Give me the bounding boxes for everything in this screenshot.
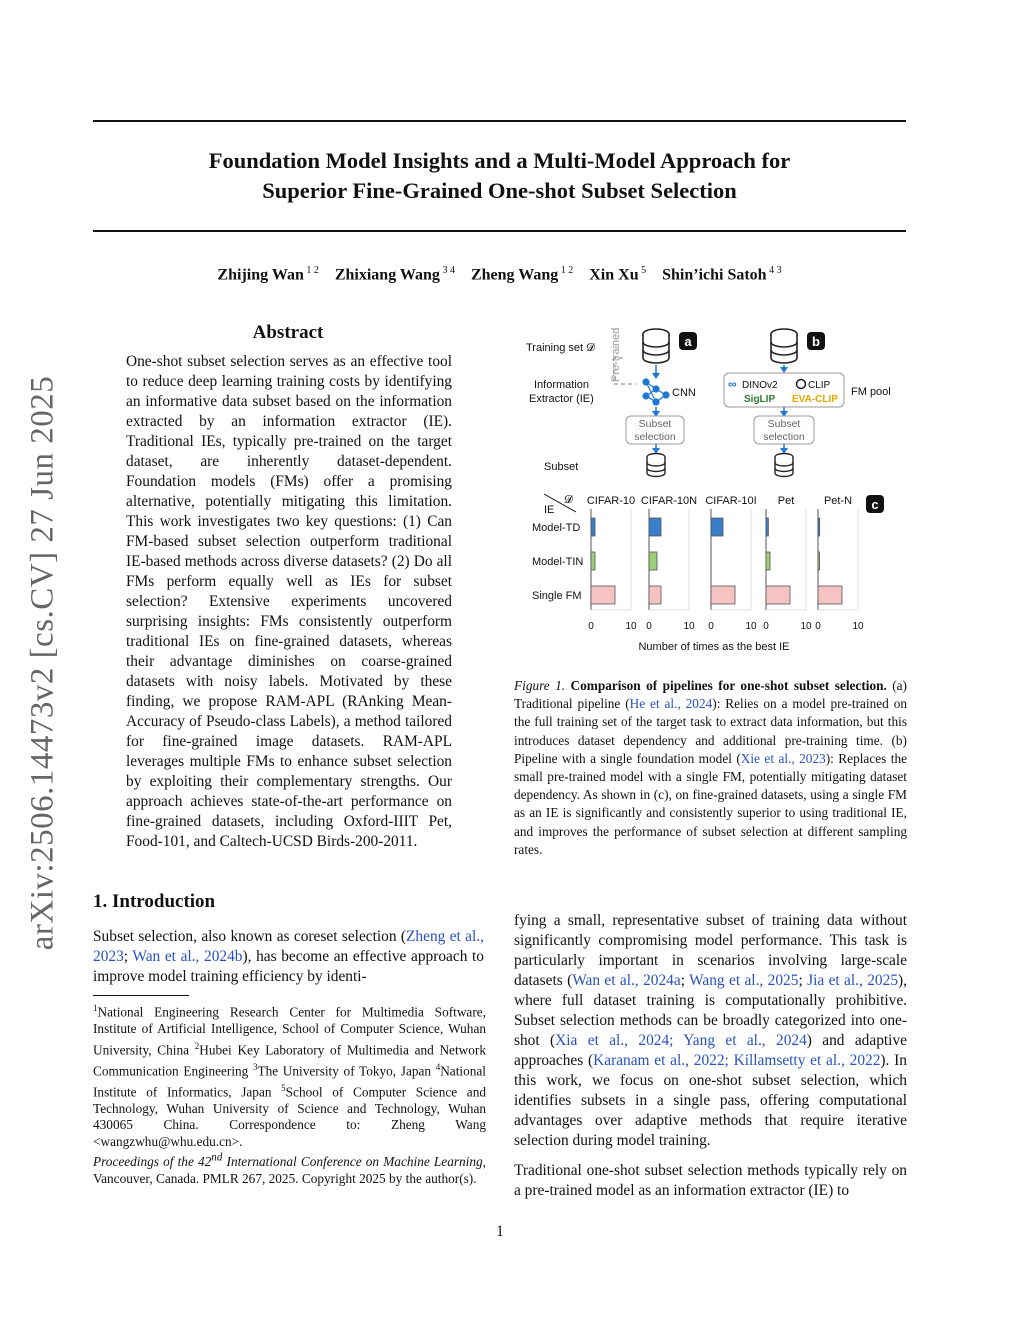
- tick-label: 0: [763, 621, 769, 632]
- bar-single-fm: [766, 586, 790, 604]
- bar-model-tin: [591, 552, 595, 570]
- svg-text:a: a: [684, 334, 692, 349]
- row-label: Model-TD: [532, 522, 581, 534]
- bar-single-fm: [711, 586, 735, 604]
- citation-link[interactable]: Zheng et al., 2023: [93, 928, 484, 965]
- tick-label: 10: [800, 621, 812, 632]
- figure-1: [514, 322, 914, 662]
- author-affiliation: 1 2: [303, 265, 319, 276]
- tick-label: 10: [745, 621, 757, 632]
- svg-text:Subset: Subset: [767, 418, 801, 430]
- corner-d: 𝓓: [564, 494, 573, 506]
- affiliation-footnote: $^1$National Engineering Research Center for Multimedia Software, Institute of Artificial Intelligence, School of Computer Science, Wuhan University, China $^2$Hubei Key Laboratory of Multimedia and Network Communication Engineering $^3$The University of Tokyo, Japan $^4$National Institute of Informatics, Japan $^5$School of Computer Science and Technology, Wuhan University of Science and Technology, Wuhan 430065 China. Correspondence to: Zheng Wang <wangzwhu@whu.edu.cn>.: [93, 1003, 486, 1149]
- bar-single-fm: [818, 586, 842, 604]
- fm-pool-label: FM pool: [851, 386, 891, 398]
- author-list: [93, 265, 906, 284]
- page-number: 1: [496, 1223, 504, 1240]
- svg-text:selection: selection: [763, 431, 805, 443]
- tick-label: 10: [683, 621, 695, 632]
- fm-dinov2: DINOv2: [742, 380, 778, 391]
- author-name: Zhijing Wan: [217, 266, 304, 284]
- fm-siglip: SigLIP: [744, 394, 776, 405]
- svg-text:c: c: [871, 497, 879, 512]
- top-rule-2: [93, 230, 906, 232]
- citation-link[interactable]: He et al., 2024: [629, 696, 713, 712]
- dataset-label: CIFAR-10I: [705, 495, 757, 507]
- author-affiliation: 4 3: [766, 265, 782, 276]
- info-extractor-label-1: Information: [534, 379, 590, 391]
- bar-model-tin: [766, 552, 770, 570]
- intro-paragraph-continued: fying a small, representative subset of training data without significantly compromising model performance. This task is particularly important in scenarios involving large-scale datasets (Wan et al., 2024a; Wang et al., 2025; Jia et al., 2025), where full dataset training is computationally prohibitive. Subset selection methods can be broadly categorized into one-shot (Xia et al., 2024; Yang et al., 2024) and adaptive approaches (Karanam et al., 2022; Killamsetty et al., 2022). In this work, we focus on one-shot subset selection, which identifies subsets in a single pass, offering computational advantages over adaptive methods that require iterative selection during model training.: [514, 912, 907, 1149]
- figure-caption: Figure 1. Comparison of pipelines for one-shot subset selection. (a) Traditional pipeline (He et al., 2024): Relies on a model pre-trained on the full training set of the target task to extract data information, but this introduces dataset dependency and additional pre-training time. (b) Pipeline with a single foundation model (Xie et al., 2023): Replaces the small pre-trained model with a single FM, potentially mitigating dataset dependency. As shown in (c), on fine-grained datasets, using a single FM as an IE is significantly and consistently superior to using traditional IE, and improves the performance of subset selection at different sampling rates.: [514, 678, 907, 857]
- bar-model-tin: [818, 552, 820, 570]
- citation-link[interactable]: Jia et al., 2025: [807, 972, 899, 989]
- proceedings-note: Proceedings of the 42nd International Conference on Machine Learning, Vancouver, Canada. PMLR 267, 2025. Copyright 2025 by the author(s).: [93, 1152, 486, 1187]
- bar-model-tin: [649, 552, 657, 570]
- fm-clip: CLIP: [808, 380, 831, 391]
- citation-link[interactable]: Wan et al., 2024a: [572, 972, 681, 989]
- author-name: Zhixiang Wang: [334, 266, 440, 284]
- intro-paragraph-2: Traditional one-shot subset selection methods typically rely on a pre-trained model as an information extractor (IE) to: [514, 1162, 907, 1199]
- row-label: Single FM: [532, 590, 582, 602]
- citation-link[interactable]: Wan et al., 2024b: [132, 948, 243, 965]
- bar-model-td: [766, 518, 768, 536]
- author-name: Xin Xu: [589, 266, 639, 284]
- svg-text:b: b: [812, 334, 820, 349]
- tick-label: 0: [646, 621, 652, 632]
- bar-model-td: [818, 518, 820, 536]
- svg-text:selection: selection: [634, 431, 676, 443]
- subset-icon-b: [775, 454, 793, 477]
- bar-model-td: [649, 518, 661, 536]
- footnote-rule: [93, 995, 189, 996]
- subset-icon-a: [647, 454, 665, 477]
- meta-icon: ∞: [728, 377, 737, 391]
- author-name: Shin’ichi Satoh: [662, 266, 767, 284]
- arxiv-id: arXiv:2506.14473v2 [cs.CV] 27 Jun 2025: [24, 375, 61, 951]
- author-affiliation: 5: [638, 265, 647, 276]
- training-set-icon-b: [771, 329, 797, 363]
- cnn-icon: [643, 379, 669, 405]
- row-label: Model-TIN: [532, 556, 584, 568]
- chart-area: [532, 495, 864, 653]
- arxiv-sidebar: [13, 373, 73, 953]
- citation-link[interactable]: Karanam et al., 2022; Killamsetty et al., 2022: [593, 1052, 881, 1069]
- bar-model-td: [711, 518, 723, 536]
- svg-text:Subset: Subset: [638, 418, 672, 430]
- dataset-label: Pet: [777, 495, 795, 507]
- author-affiliation: 3 4: [439, 265, 455, 276]
- dataset-label: CIFAR-10: [586, 495, 636, 507]
- author-affiliation: 1 2: [558, 265, 574, 276]
- citation-link[interactable]: Wang et al., 2025: [689, 972, 799, 989]
- tick-label: 0: [708, 621, 714, 632]
- abstract-text: One-shot subset selection serves as an effective tool to reduce deep learning training costs by identifying an informative data subset based on the information extracted by an information extractor (IE). Traditional IEs, typically pre-trained on the target dataset, are inherently dataset-dependent. Foundation models (FMs) offer a promising alternative, potentially mitigating this limitation. This work investigates two key questions: (1) Can FM-based subset selection outperform traditional IE-based methods across diverse datasets? (2) Do all FMs perform equally well as IEs for subset selection? Extensive experiments uncovered surprising insights: FMs consistently outperform traditional IEs on fine-grained datasets, whereas their advantage diminishes on coarse-grained datasets with noisy labels. Motivated by these finding, we propose RAM-APL (RAnking Mean-Accuracy of Pseudo-class Labels), a method tailored for fine-grained image datasets. RAM-APL leverages multiple FMs to enhance subset selection by exploiting their complementary strengths. Our approach achieves state-of-the-art performance on fine-grained datasets, including Oxford-IIIT Pet, Food-101, and Caltech-UCSD Birds-200-2011.: [126, 353, 452, 850]
- author-name: Zheng Wang: [470, 266, 559, 284]
- intro-heading: 1. Introduction: [93, 891, 216, 912]
- title-line-1: Foundation Model Insights and a Multi-Model Approach for: [208, 148, 791, 173]
- info-extractor-label-2: Extractor (IE): [529, 393, 594, 405]
- citation-link[interactable]: Xie et al., 2023: [740, 750, 826, 766]
- tick-label: 0: [588, 621, 594, 632]
- intro-paragraph: Subset selection, also known as coreset selection (Zheng et al., 2023; Wan et al., 2024b), has become an effective approach to improve model training efficiency by identi-: [93, 928, 484, 985]
- abstract-heading: Abstract: [252, 322, 324, 343]
- paper-title: [93, 146, 906, 206]
- dataset-label: CIFAR-10N: [640, 495, 698, 507]
- tick-label: 0: [815, 621, 821, 632]
- bar-single-fm: [649, 586, 661, 604]
- title-line-2: Superior Fine-Grained One-shot Subset Selection: [262, 178, 737, 203]
- training-set-label: Training set 𝓓: [526, 342, 595, 354]
- tick-label: 10: [852, 621, 864, 632]
- training-set-icon: [643, 329, 669, 363]
- top-rule-1: [93, 120, 906, 122]
- cnn-label: CNN: [672, 387, 696, 399]
- bar-single-fm: [591, 586, 615, 604]
- corner-ie: IE: [544, 504, 555, 516]
- subset-label: Subset: [544, 461, 579, 473]
- dataset-label: Pet-N: [823, 495, 853, 507]
- tick-label: 10: [625, 621, 637, 632]
- citation-link[interactable]: Xia et al., 2024; Yang et al., 2024: [555, 1032, 807, 1049]
- pretrained-label: Pre-trained: [610, 327, 622, 382]
- x-axis-label: Number of times as the best IE: [638, 641, 790, 653]
- fm-evaclip: EVA-CLIP: [792, 394, 838, 405]
- bar-model-td: [591, 518, 595, 536]
